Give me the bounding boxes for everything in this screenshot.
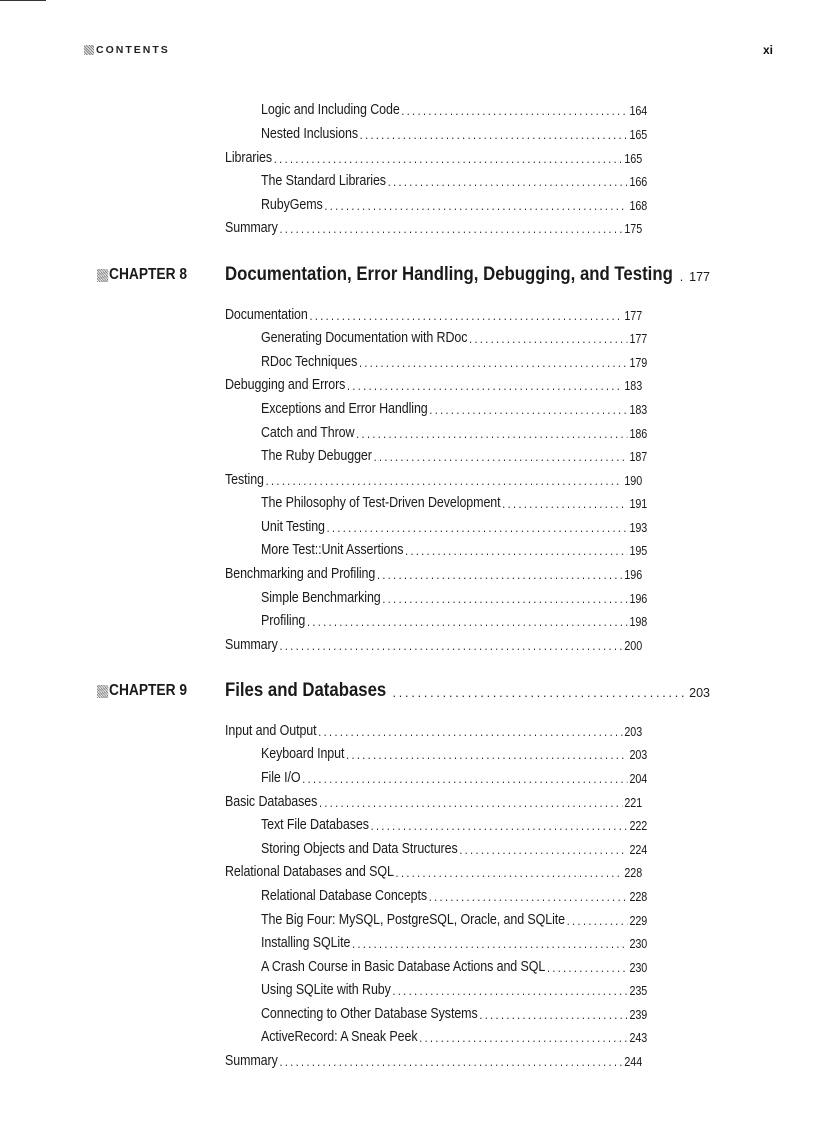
leader-dots: [307, 615, 628, 629]
leader-dots: [377, 568, 623, 582]
toc-entry-title: RDoc Techniques: [261, 354, 358, 370]
leader-dots: [374, 450, 628, 464]
toc-entry[interactable]: [261, 1002, 647, 1022]
chapter-page: 177: [689, 270, 710, 284]
toc-entry-page: 168: [629, 199, 648, 213]
toc-entry[interactable]: [261, 908, 647, 928]
toc-entry-title: Generating Documentation with RDoc: [261, 330, 468, 346]
top-rule: [0, 0, 46, 1]
toc-entry[interactable]: [225, 303, 642, 323]
toc-entry[interactable]: [261, 766, 647, 786]
toc-entry-title: Installing SQLite: [261, 935, 351, 951]
leader-dots: [393, 984, 628, 998]
running-header: [84, 44, 170, 56]
toc-entry-page: 186: [629, 427, 648, 441]
toc-entry-page: 196: [624, 568, 643, 582]
toc-entry[interactable]: [261, 955, 647, 975]
toc-entry-title: More Test::Unit Assertions: [261, 542, 404, 558]
toc-entry[interactable]: [261, 1025, 647, 1045]
toc-entry-title: The Philosophy of Test-Driven Development: [261, 495, 501, 511]
toc-entry[interactable]: [225, 860, 642, 880]
toc-entry-page: 230: [629, 937, 648, 951]
toc-entry[interactable]: [261, 813, 647, 833]
toc-entry-page: 204: [629, 772, 648, 786]
toc-entry-title: Catch and Throw: [261, 425, 355, 441]
toc-entry-page: 229: [629, 914, 648, 928]
toc-entry[interactable]: [261, 169, 647, 189]
leader-dots: [279, 1055, 622, 1069]
toc-entry-page: 243: [629, 1031, 648, 1045]
leader-dots: [352, 937, 628, 951]
toc-entry-title: Exceptions and Error Handling: [261, 401, 428, 417]
toc-entry-page: 193: [629, 521, 648, 535]
toc-entry-title: Simple Benchmarking: [261, 590, 381, 606]
toc-entry-page: 222: [629, 819, 648, 833]
hatch-marker-icon: [97, 269, 108, 282]
toc-entry-page: 165: [629, 128, 648, 142]
toc-entry[interactable]: [261, 586, 647, 606]
toc-entry-title: RubyGems: [261, 197, 323, 213]
running-header-label: CONTENTS: [96, 44, 170, 56]
toc-entry[interactable]: [261, 884, 647, 904]
toc-entry[interactable]: [261, 515, 647, 535]
toc-entry-title: The Big Four: MySQL, PostgreSQL, Oracle, and SQLite: [261, 912, 566, 928]
toc-entry[interactable]: [261, 931, 647, 951]
leader-dots: [382, 592, 627, 606]
toc-entry[interactable]: [261, 193, 647, 213]
leader-dots: [279, 639, 622, 653]
leader-dots: [393, 686, 688, 700]
toc-entry[interactable]: [261, 538, 647, 558]
toc-entry-title: A Crash Course in Basic Database Actions and SQL: [261, 959, 546, 975]
page-number: xi: [762, 43, 773, 57]
toc-entry-title: Profiling: [261, 613, 306, 629]
leader-dots: [388, 175, 628, 189]
toc-entry-page: 175: [624, 222, 643, 236]
leader-dots: [405, 544, 628, 558]
toc-entry[interactable]: [225, 719, 642, 739]
toc-entry-page: 228: [629, 890, 648, 904]
toc-entry-page: 191: [629, 497, 648, 511]
toc-entry-title: Storing Objects and Data Structures: [261, 841, 458, 857]
chapter-9-title-row[interactable]: [225, 678, 710, 702]
toc-entry-page: 230: [629, 961, 648, 975]
leader-dots: [266, 474, 623, 488]
chapter-9-label: [97, 682, 187, 700]
toc-entry[interactable]: [261, 491, 647, 511]
toc-entry[interactable]: [261, 421, 647, 441]
toc-entry-title: Documentation: [225, 307, 308, 323]
toc-entry-page: 203: [629, 748, 648, 762]
leader-dots: [479, 1008, 627, 1022]
leader-dots: [680, 270, 687, 284]
leader-dots: [419, 1031, 628, 1045]
toc-entry-page: 166: [629, 175, 648, 189]
toc-entry[interactable]: [225, 468, 642, 488]
toc-entry-title: ActiveRecord: A Sneak Peek: [261, 1029, 418, 1045]
chapter-title: Documentation, Error Handling, Debugging, and Testing: [225, 263, 673, 285]
toc-entry-title: Summary: [225, 220, 278, 236]
leader-dots: [567, 914, 628, 928]
toc-entry[interactable]: [261, 609, 647, 629]
toc-entry[interactable]: [225, 216, 642, 236]
leader-dots: [347, 379, 623, 393]
toc-entry-title: Summary: [225, 637, 278, 653]
toc-entry-page: 183: [624, 379, 643, 393]
leader-dots: [401, 104, 627, 118]
leader-dots: [346, 748, 628, 762]
toc-entry[interactable]: [225, 790, 642, 810]
leader-dots: [547, 961, 628, 975]
toc-entry-page: 164: [629, 104, 648, 118]
leader-dots: [356, 427, 628, 441]
toc-entry-title: Relational Database Concepts: [261, 888, 428, 904]
toc-entry-page: 190: [624, 474, 643, 488]
toc-entry-page: 196: [629, 592, 648, 606]
toc-entry-page: 203: [624, 725, 643, 739]
toc-entry[interactable]: [225, 1049, 642, 1069]
toc-entry-title: Debugging and Errors: [225, 377, 346, 393]
toc-entry[interactable]: [225, 146, 642, 166]
toc-entry-title: Connecting to Other Database Systems: [261, 1006, 478, 1022]
toc-entry-title: Benchmarking and Profiling: [225, 566, 376, 582]
toc-entry-page: 177: [624, 309, 643, 323]
toc-entry-page: 195: [629, 544, 648, 558]
toc-entry-page: 244: [624, 1055, 643, 1069]
toc-entry-page: 221: [624, 796, 643, 810]
hatch-marker-icon: [97, 685, 108, 698]
toc-entry-title: Unit Testing: [261, 519, 325, 535]
toc-entry[interactable]: [225, 562, 642, 582]
toc-entry[interactable]: [225, 373, 642, 393]
toc-entry[interactable]: [261, 397, 647, 417]
leader-dots: [302, 772, 628, 786]
toc-entry[interactable]: [225, 633, 642, 653]
leader-dots: [502, 497, 627, 511]
leader-dots: [429, 890, 628, 904]
toc-entry-title: Logic and Including Code: [261, 102, 400, 118]
toc-entry[interactable]: [261, 98, 647, 118]
toc-entry-title: Using SQLite with Ruby: [261, 982, 391, 998]
leader-dots: [279, 222, 622, 236]
toc-entry-title: File I/O: [261, 770, 301, 786]
toc-entry[interactable]: [261, 837, 647, 857]
toc-entry-title: Text File Databases: [261, 817, 369, 833]
toc-entry-page: 200: [624, 639, 643, 653]
toc-entry-title: Nested Inclusions: [261, 126, 358, 142]
toc-entry-title: Libraries: [225, 150, 273, 166]
toc-entry[interactable]: [261, 350, 647, 370]
chapter-page: 203: [689, 686, 710, 700]
leader-dots: [360, 128, 628, 142]
chapter-title: Files and Databases: [225, 679, 387, 701]
leader-dots: [318, 725, 622, 739]
leader-dots: [429, 403, 627, 417]
hatch-marker-icon: [84, 45, 94, 55]
leader-dots: [274, 152, 623, 166]
leader-dots: [324, 199, 627, 213]
leader-dots: [319, 796, 623, 810]
toc-entry[interactable]: [261, 978, 647, 998]
chapter-8-title-row[interactable]: [225, 262, 710, 286]
toc-entry[interactable]: [261, 444, 647, 464]
chapter-label-text: CHAPTER 8: [109, 266, 188, 283]
leader-dots: [469, 332, 628, 346]
toc-entry-page: 187: [629, 450, 648, 464]
toc-entry-page: 198: [629, 615, 648, 629]
toc-entry-page: 224: [629, 843, 648, 857]
toc-entry-title: The Ruby Debugger: [261, 448, 372, 464]
leader-dots: [371, 819, 628, 833]
toc-entry-page: 183: [629, 403, 648, 417]
toc-entry-page: 235: [629, 984, 648, 998]
toc-entry-page: 165: [624, 152, 643, 166]
toc-entry-title: Basic Databases: [225, 794, 318, 810]
toc-entry-page: 177: [629, 332, 648, 346]
toc-entry-title: The Standard Libraries: [261, 173, 386, 189]
leader-dots: [309, 309, 622, 323]
toc-entry-title: Keyboard Input: [261, 746, 345, 762]
toc-entry-title: Relational Databases and SQL: [225, 864, 394, 880]
toc-entry-title: Summary: [225, 1053, 278, 1069]
leader-dots: [459, 843, 627, 857]
toc-entry[interactable]: [261, 742, 647, 762]
toc-entry-page: 239: [629, 1008, 648, 1022]
leader-dots: [396, 866, 623, 880]
leader-dots: [327, 521, 628, 535]
toc-entry[interactable]: [261, 122, 647, 142]
chapter-label-text: CHAPTER 9: [109, 682, 188, 699]
toc-entry-page: 228: [624, 866, 643, 880]
chapter-8-label: [97, 266, 187, 284]
toc-entry-page: 179: [629, 356, 648, 370]
leader-dots: [359, 356, 628, 370]
toc-entry[interactable]: [261, 326, 647, 346]
toc-entry-title: Testing: [225, 472, 264, 488]
toc-entry-title: Input and Output: [225, 723, 317, 739]
